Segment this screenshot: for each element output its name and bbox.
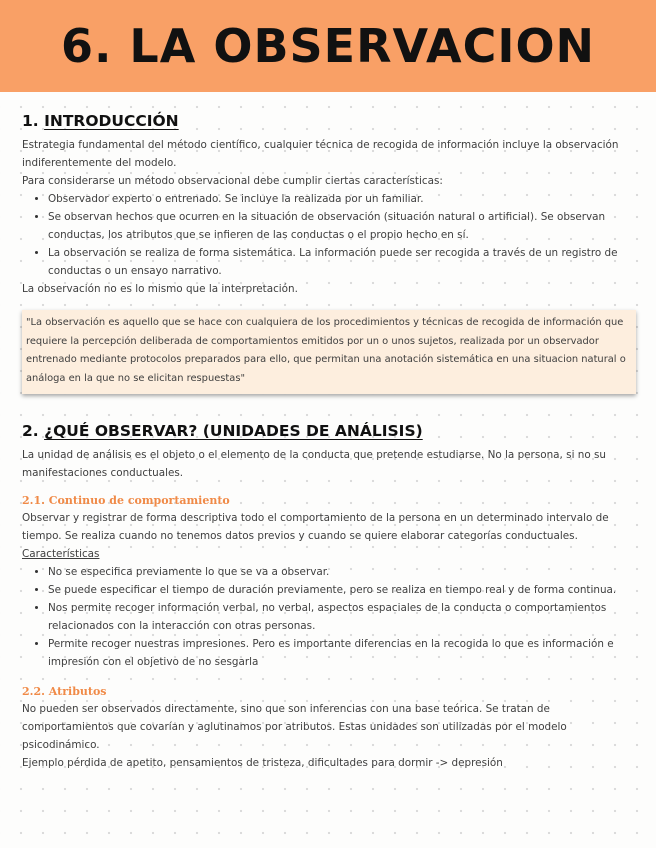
document-body [22, 112, 636, 772]
section-2-heading [22, 422, 636, 440]
list-item: • Se puede especificar el tiempo de duración previamente, pero se realiza en tiempo real y de forma continua. [48, 581, 636, 599]
continuum-paragraph: Observar y registrar de forma descriptiva todo el comportamiento de la persona en un determinado intervalo de tiempo. Se realiza cuando no tenemos datos previos y cuando se quiere elaborar categorías conductuales. [22, 512, 609, 542]
title-banner [0, 0, 656, 92]
characteristics-list [22, 190, 636, 280]
interpretation-note: La observación no es lo mismo que la interpretación. [22, 283, 298, 295]
subsection-2-2-title: 2.2. Atributos [22, 685, 107, 698]
list-item: • Nos permite recoger información verbal, no verbal, aspectos espaciales de la conducta o comportamientos relacionados con la interacción con otras personas. [48, 599, 636, 635]
list-item: • Observador experto o entrenado. Se incluye la realizada por un familiar. [48, 190, 636, 208]
list-item: • Permite recoger nuestras impresiones. Pero es importante diferencias en la recogida lo que es información e impresión con el objetivo de no sesgarla [48, 635, 636, 671]
section-1-title: INTRODUCCIÓN [44, 112, 179, 130]
list-item: • La observación se realiza de forma sistemática. La información puede ser recogida a través de un registro de conductas o un ensayo narrativo. [48, 244, 636, 280]
definition-quote: "La observación es aquello que se hace con cualquiera de los procedimientos y técnicas de recogida de información que requiere la percepción deliberada de comportamientos emitidos por un o unos sujetos, realizada por un observador entrenado mediante protocolos preparados para ello, que permitan una anotación sistemática en una situacion natural o análoga en la que no se elicitan respuestas" [22, 310, 636, 394]
section-2-number: 2. [22, 422, 39, 440]
page-title: 6. LA OBSERVACION [60, 19, 596, 73]
characteristics-intro: Para considerarse un método observacional debe cumplir ciertas características: [22, 175, 443, 187]
continuum-list [22, 563, 636, 671]
continuum-characteristics-label: Características [22, 548, 100, 560]
subsection-2-1-title: 2.1. Continuo de comportamiento [22, 494, 230, 507]
attributes-example: Ejemplo pérdida de apetito, pensamientos de tristeza, dificultades para dormir -> depresión [22, 757, 503, 769]
section-1-number: 1. [22, 112, 39, 130]
section-1-heading [22, 112, 636, 130]
unit-analysis-paragraph: La unidad de análisis es el objeto o el elemento de la conducta que pretende estudiarse. No la persona, si no su manifestaciones conductuales. [22, 449, 607, 479]
list-item: • No se especifica previamente lo que se va a observar. [48, 563, 636, 581]
intro-paragraph: Estrategia fundamental del método científico, cualquier técnica de recogida de información incluye la observación indiferentemente del modelo. [22, 139, 619, 169]
section-2-title: ¿QUÉ OBSERVAR? (UNIDADES DE ANÁLISIS) [44, 422, 423, 440]
attributes-paragraph: No pueden ser observados directamente, sino que son inferencias con una base teórica. Se tratan de comportamientos que covarían y aglutinamos por atributos. Estas unidades son utilizadas por el modelo psicodinámico. [22, 703, 567, 751]
list-item: • Se observan hechos que ocurren en la situación de observación (situación natural o artificial). Se observan conductas, los atributos que se infieren de las conductas o el propio hecho en sí. [48, 208, 636, 244]
